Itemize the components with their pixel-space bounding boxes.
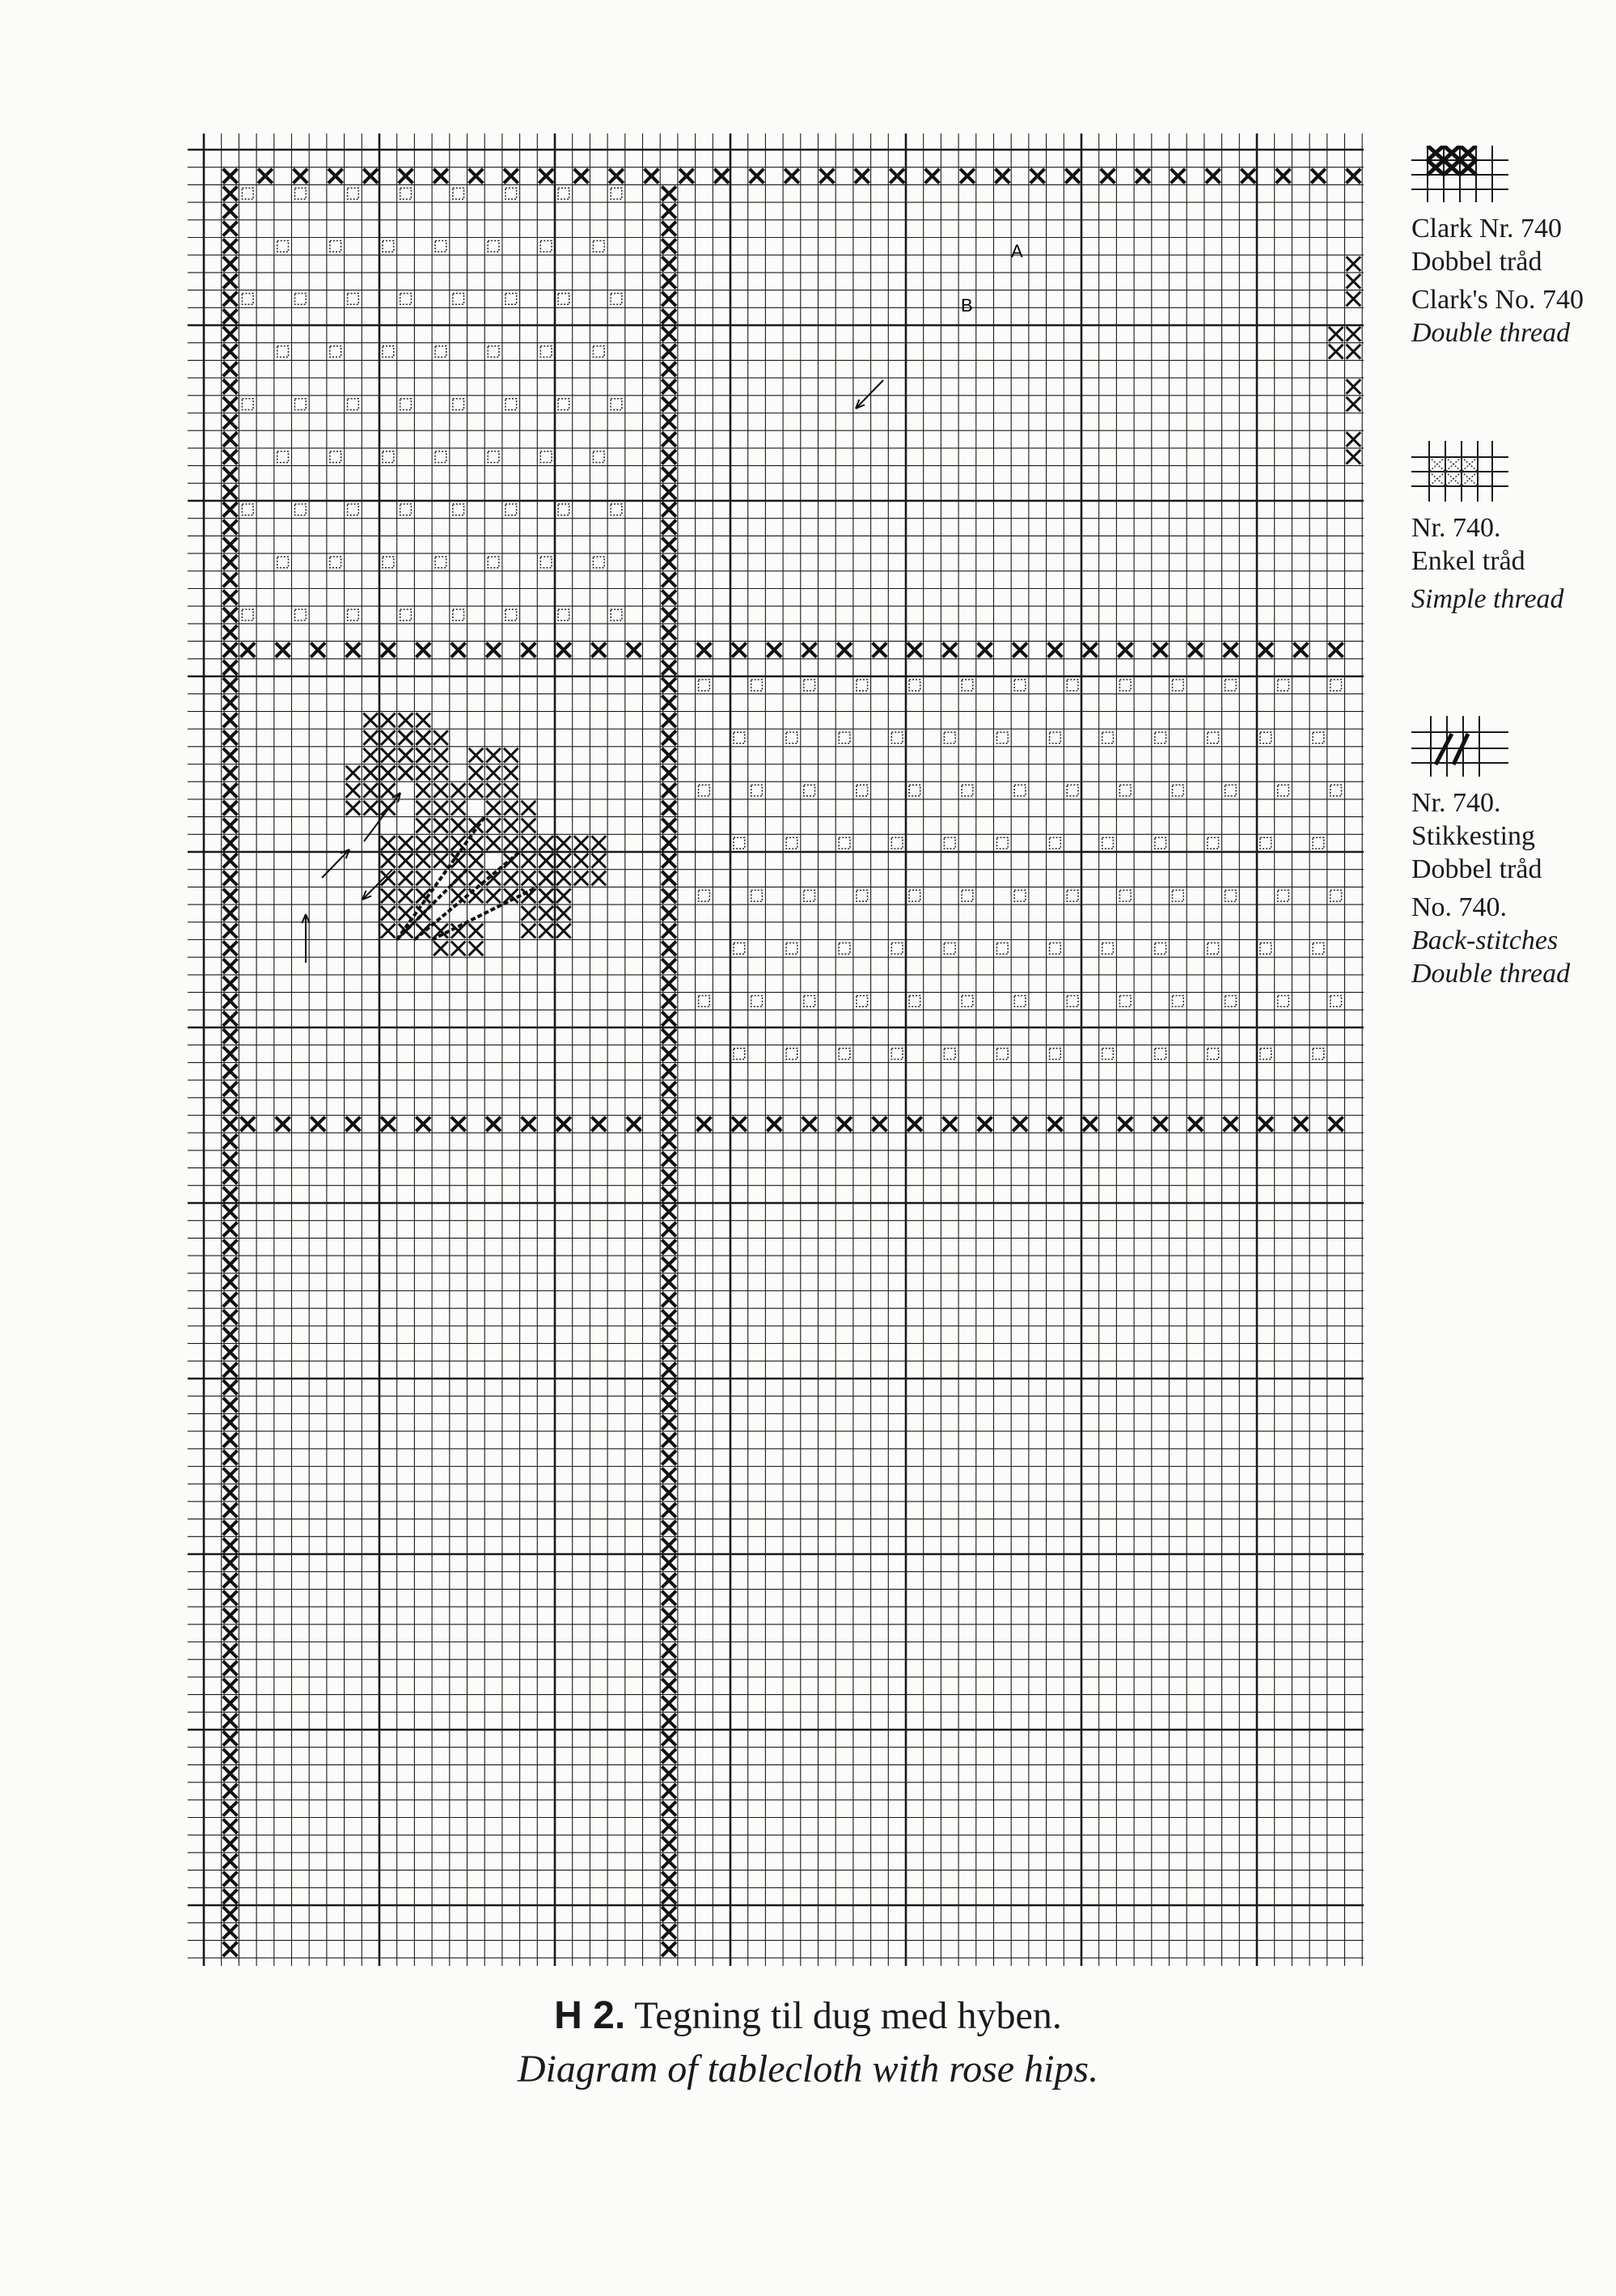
single-thread-stitch	[1102, 943, 1114, 955]
single-thread-stitch	[488, 346, 499, 358]
double-thread-cross-stitch-icon	[1411, 146, 1508, 202]
single-thread-stitch	[804, 890, 815, 901]
single-thread-stitch	[1313, 943, 1324, 955]
single-thread-stitch	[277, 241, 289, 252]
single-thread-stitch	[786, 837, 797, 849]
single-thread-stitch	[1330, 785, 1342, 796]
single-thread-stitch	[1155, 1048, 1166, 1060]
figure-subtitle: Diagram of tablecloth with rose hips.	[517, 2048, 1099, 2091]
single-thread-stitch	[435, 346, 446, 358]
single-thread-stitch	[506, 504, 517, 515]
figure-code: H 2.	[554, 1994, 626, 2037]
label-a: A	[1011, 241, 1023, 261]
single-thread-stitch	[909, 996, 920, 1007]
single-thread-stitch	[839, 943, 850, 955]
single-thread-stitch	[1067, 785, 1078, 796]
single-thread-stitch	[839, 837, 850, 849]
single-thread-stitch	[1330, 996, 1342, 1007]
legend-text: Dobbel tråd	[1411, 247, 1542, 277]
single-thread-stitch	[488, 557, 499, 568]
back-stitch-icon	[1411, 716, 1508, 777]
legend-text: Stikkesting	[1411, 821, 1536, 851]
legend-text: No. 740.	[1411, 892, 1508, 922]
single-thread-stitch	[348, 294, 359, 305]
single-thread-stitch	[1155, 732, 1166, 743]
single-thread-stitch	[909, 680, 920, 691]
single-thread-stitch	[453, 188, 464, 199]
single-thread-stitch	[611, 188, 622, 199]
single-thread-stitch	[1278, 785, 1289, 796]
single-thread-stitch	[804, 996, 815, 1007]
single-thread-stitch	[962, 680, 973, 691]
single-thread-stitch	[1330, 890, 1342, 901]
single-thread-stitch	[1278, 890, 1289, 901]
arrow	[322, 849, 349, 878]
single-thread-stitch	[786, 732, 797, 743]
single-thread-stitch	[435, 557, 446, 568]
legend-back-stitch	[1411, 716, 1605, 990]
single-thread-stitch	[944, 837, 955, 849]
single-thread-stitch	[734, 837, 745, 849]
single-thread-stitch	[383, 451, 394, 463]
single-thread-stitch	[891, 943, 903, 955]
single-thread-stitch	[277, 557, 289, 568]
single-thread-stitch	[242, 294, 253, 305]
legend-text: Back-stitches	[1411, 926, 1559, 955]
single-thread-stitch	[699, 890, 710, 901]
single-thread-stitch	[242, 399, 253, 410]
single-thread-stitch	[453, 504, 464, 515]
legend-single-thread	[1411, 441, 1605, 616]
single-thread-stitch	[593, 557, 604, 568]
single-thread-stitch	[453, 294, 464, 305]
single-thread-stitch	[1173, 785, 1184, 796]
single-thread-stitch	[330, 451, 341, 463]
single-thread-stitch	[751, 785, 763, 796]
legend-text: Clark Nr. 740	[1411, 214, 1563, 244]
single-thread-stitch	[506, 609, 517, 621]
single-thread-stitch	[1313, 732, 1324, 743]
single-thread-stitch	[611, 609, 622, 621]
single-thread-stitch	[997, 837, 1009, 849]
single-thread-stitch	[400, 399, 412, 410]
single-thread-stitch	[734, 1048, 745, 1060]
single-thread-stitch	[1014, 996, 1026, 1007]
single-thread-stitch	[1260, 732, 1271, 743]
single-thread-stitch	[295, 609, 307, 621]
single-thread-stitch	[330, 241, 341, 252]
single-thread-stitch	[1155, 837, 1166, 849]
single-thread-stitch	[330, 346, 341, 358]
single-thread-stitch	[944, 732, 955, 743]
single-thread-stitch	[453, 609, 464, 621]
single-thread-stitch	[1119, 785, 1131, 796]
single-thread-stitch	[1208, 732, 1219, 743]
single-thread-stitch	[540, 346, 552, 358]
single-thread-stitch	[1260, 837, 1271, 849]
single-thread-stitch	[857, 680, 868, 691]
single-thread-stitch	[944, 943, 955, 955]
single-thread-stitch	[751, 680, 763, 691]
single-thread-stitch	[611, 399, 622, 410]
single-thread-stitch	[1014, 680, 1026, 691]
single-thread-stitch	[506, 399, 517, 410]
single-thread-stitch	[611, 504, 622, 515]
single-thread-stitch	[1050, 943, 1061, 955]
single-thread-stitch	[295, 504, 307, 515]
single-thread-stitch	[944, 1048, 955, 1060]
single-thread-stitch	[348, 609, 359, 621]
single-thread-stitch	[909, 890, 920, 901]
single-thread-stitch	[540, 241, 552, 252]
single-thread-stitch	[242, 188, 253, 199]
single-thread-stitch	[540, 557, 552, 568]
single-thread-stitch	[295, 399, 307, 410]
single-thread-stitch	[1208, 837, 1219, 849]
single-thread-stitch	[295, 294, 307, 305]
single-thread-stitch	[891, 732, 903, 743]
legend-double-thread	[1411, 146, 1605, 349]
single-thread-stitch	[1067, 890, 1078, 901]
single-thread-stitch	[400, 609, 412, 621]
arrow	[856, 380, 883, 409]
chart-grid	[188, 133, 1364, 1966]
single-thread-stitch	[839, 1048, 850, 1060]
single-thread-stitch	[383, 346, 394, 358]
single-thread-stitch	[540, 451, 552, 463]
legend-text: Dobbel tråd	[1411, 854, 1542, 884]
single-thread-stitch	[488, 451, 499, 463]
legend-text: Enkel tråd	[1411, 546, 1525, 576]
single-thread-stitch	[1278, 996, 1289, 1007]
single-thread-stitch	[558, 294, 569, 305]
single-thread-stitch	[1102, 1048, 1114, 1060]
single-thread-stitch	[997, 732, 1009, 743]
single-thread-stitch	[506, 188, 517, 199]
single-thread-stitch	[453, 399, 464, 410]
single-thread-stitch	[400, 294, 412, 305]
single-thread-stitch	[1014, 785, 1026, 796]
single-thread-stitch	[400, 188, 412, 199]
single-thread-stitch	[558, 609, 569, 621]
single-thread-stitch	[277, 346, 289, 358]
single-thread-stitch	[242, 504, 253, 515]
single-thread-stitch	[857, 785, 868, 796]
single-thread-stitch	[1014, 890, 1026, 901]
single-thread-stitch	[786, 943, 797, 955]
single-thread-stitch	[435, 451, 446, 463]
single-thread-stitch	[1050, 1048, 1061, 1060]
single-thread-stitch	[1173, 680, 1184, 691]
single-thread-stitch	[997, 943, 1009, 955]
single-thread-stitch	[1119, 680, 1131, 691]
single-thread-stitch	[909, 785, 920, 796]
single-thread-stitch	[593, 451, 604, 463]
single-thread-stitch	[383, 241, 394, 252]
legend-text: Clark's No. 740	[1411, 285, 1584, 315]
single-thread-stitch	[1313, 1048, 1324, 1060]
single-thread-stitch	[1330, 680, 1342, 691]
legend-text: Nr. 740.	[1411, 788, 1501, 818]
single-thread-stitch	[699, 996, 710, 1007]
direction-arrows	[302, 380, 883, 963]
single-thread-stitch	[1225, 785, 1237, 796]
single-thread-stitch	[734, 943, 745, 955]
single-thread-stitch	[1225, 680, 1237, 691]
single-thread-stitch	[1208, 1048, 1219, 1060]
single-thread-stitch	[593, 241, 604, 252]
single-thread-stitch	[1155, 943, 1166, 955]
single-thread-stitch	[734, 732, 745, 743]
single-thread-stitch	[1173, 890, 1184, 901]
single-thread-stitch	[1260, 943, 1271, 955]
single-thread-stitch	[1208, 943, 1219, 955]
single-thread-stitch	[348, 504, 359, 515]
single-thread-stitch	[348, 188, 359, 199]
single-thread-stitch	[383, 557, 394, 568]
single-thread-stitch	[488, 241, 499, 252]
figure-title: Tegning til dug med hyben.	[634, 1994, 1062, 2037]
single-thread-stitch	[1313, 837, 1324, 849]
single-thread-stitch	[962, 785, 973, 796]
single-thread-stitch	[751, 890, 763, 901]
single-thread-stitch	[891, 1048, 903, 1060]
single-thread-stitch	[1119, 996, 1131, 1007]
single-thread-cross-stitch-icon	[1411, 441, 1508, 502]
single-thread-stitch	[400, 504, 412, 515]
single-thread-stitch	[1067, 680, 1078, 691]
single-thread-stitch	[857, 890, 868, 901]
single-thread-stitch	[751, 996, 763, 1007]
single-thread-stitch	[242, 609, 253, 621]
single-thread-stitch	[699, 680, 710, 691]
single-thread-stitch	[1225, 890, 1237, 901]
legend-text: Simple thread	[1411, 584, 1564, 614]
single-thread-stitch	[277, 451, 289, 463]
single-thread-stitch	[435, 241, 446, 252]
single-thread-stitch	[1102, 732, 1114, 743]
single-thread-stitch	[1173, 996, 1184, 1007]
single-thread-stitch	[1225, 996, 1237, 1007]
single-thread-stitch	[593, 346, 604, 358]
single-thread-stitch	[1119, 890, 1131, 901]
single-thread-stitch	[1278, 680, 1289, 691]
legend-text: Nr. 740.	[1411, 513, 1501, 543]
single-thread-stitch	[1067, 996, 1078, 1007]
single-thread-stitch	[786, 1048, 797, 1060]
single-thread-stitch	[348, 399, 359, 410]
single-thread-stitch	[295, 188, 307, 199]
figure-caption	[0, 1993, 1616, 2038]
single-thread-stitch	[962, 890, 973, 901]
single-thread-stitch	[857, 996, 868, 1007]
single-thread-stitch	[558, 504, 569, 515]
single-thread-stitch	[891, 837, 903, 849]
stem-backstitch	[397, 817, 485, 940]
single-thread-stitch	[804, 680, 815, 691]
single-thread-stitch	[558, 188, 569, 199]
legend-text: Double thread	[1411, 318, 1571, 348]
single-thread-stitch	[330, 557, 341, 568]
legend-text: Double thread	[1411, 959, 1571, 989]
single-thread-stitch	[1260, 1048, 1271, 1060]
single-thread-stitch	[1050, 837, 1061, 849]
single-thread-stitch	[611, 294, 622, 305]
single-thread-stitch	[506, 294, 517, 305]
single-thread-stitch	[699, 785, 710, 796]
single-thread-stitch	[962, 996, 973, 1007]
label-b: B	[961, 295, 973, 316]
single-thread-stitch	[1102, 837, 1114, 849]
single-thread-stitch	[839, 732, 850, 743]
single-thread-stitch	[1050, 732, 1061, 743]
single-thread-stitch	[804, 785, 815, 796]
single-thread-stitch	[558, 399, 569, 410]
single-thread-stitch	[997, 1048, 1009, 1060]
